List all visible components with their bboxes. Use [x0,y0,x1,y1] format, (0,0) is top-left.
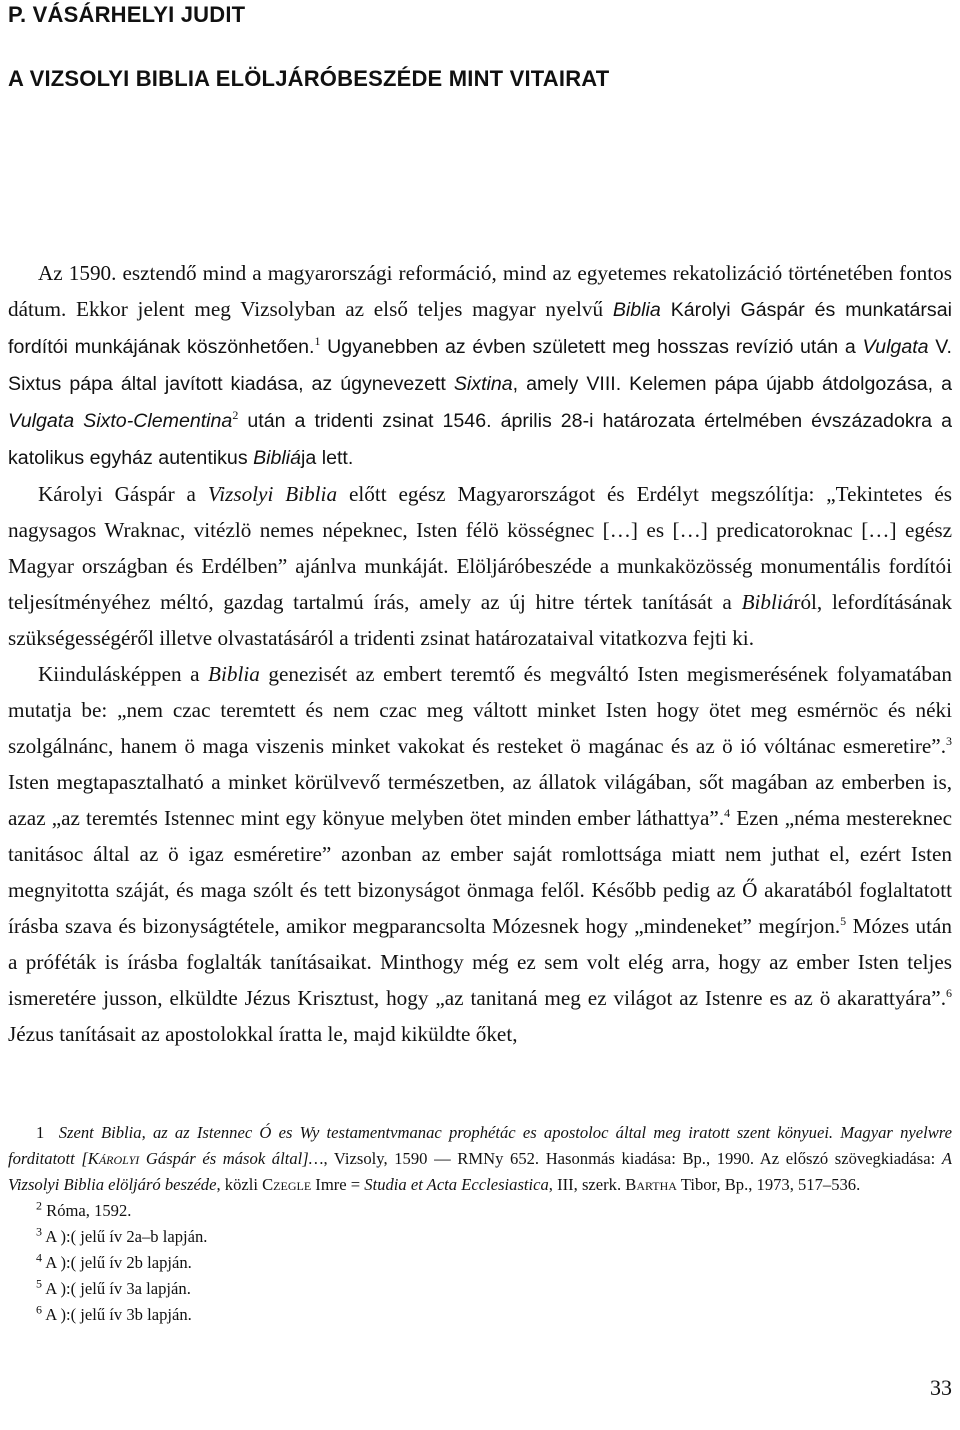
footnote-ref-2[interactable]: 2 [232,407,239,422]
footnote-ref-6[interactable]: 6 [946,985,952,1000]
footnote-number: 5 [36,1276,42,1291]
text-span: Róma, 1592. [46,1201,132,1220]
text-span: után a tridenti zsinat 1546. április 28-i határozata értelmében évszázadokra a katolikus egyház autentikus [8,410,952,469]
paragraph-3 [8,656,952,1052]
smallcaps-span: Károlyi [87,1149,140,1168]
page-number: 33 [930,1375,952,1400]
paragraph-2 [8,476,952,656]
italic-span: Sixtina [453,373,513,395]
smallcaps-span: Bartha [625,1175,677,1194]
footnote-ref-3[interactable]: 3 [946,733,952,748]
text-span: Károlyi Gáspár és munkatársai fordítói munkájának köszönhetően. [8,299,952,358]
text-span: , amely VIII. Kelemen pápa újabb átdolgozása, a [512,373,952,395]
text-span: előtt egész Magyarországot és Erdélyt megszólítja: „Tekintetes és nagysagos Wraknac, vitézlö nemes népeknec, Isten félö kösségnec […] es […] predicatoroknac […] egész Magyar országban és Erdélben” ajánlva munkáját. Elöljáróbeszéde a munkaközösség monumentális fordítói teljesítményéhez méltó, gazdag tartalmú írás, amely az új hitre tértek tanítását a [8,482,952,614]
footnote-4 [8,1250,952,1276]
article-title: A VIZSOLYI BIBLIA ELÖLJÁRÓBESZÉDE MINT VITAIRAT [8,66,610,91]
footnotes [8,1120,952,1328]
text-span: Károlyi Gáspár a [38,482,208,506]
footnote-ref-1[interactable]: 1 [314,333,321,348]
italic-span: Studia et Acta Ecclesiastica [364,1175,549,1194]
text-span: , közli [216,1175,263,1194]
text-span: Isten megtapasztalható a minket körülvevő természetben, az állatok világában, sőt magában az emberben is, azaz „az teremtés Istennec mint egy könyue melyben ötet minden ember láthattya”. [8,770,952,830]
footnote-6 [8,1302,952,1328]
italic-span: Vulgata Sixto-Clementina [8,410,233,432]
footnote-5 [8,1276,952,1302]
paragraph-1 [8,255,952,476]
author-name: P. VÁSÁRHELYI JUDIT [8,2,246,27]
footnote-2 [8,1198,952,1224]
text-span: Imre = [311,1175,365,1194]
italic-span: Vizsolyi Biblia [207,482,338,506]
footnote-number: 6 [36,1302,42,1317]
italic-span: Gáspár és mások által]… [139,1149,324,1168]
text-span: , III, szerk. [548,1175,626,1194]
footnote-number: 4 [36,1250,42,1265]
text-span: ról, lefordításának szükségességéről illetve olvastatásáról a tridenti zsinat határozataival vitatkozva fejti ki. [8,590,952,650]
smallcaps-span: Czegle [262,1175,312,1194]
text-span: V. Sixtus pápa által javított kiadása, az úgynevezett [8,336,952,395]
footnote-3 [8,1224,952,1250]
text-span: A ):( jelű ív 2b lapján. [45,1253,192,1272]
text-span: Kiindulásképpen a [38,662,209,686]
footnote-1 [8,1120,952,1198]
italic-span: Biblia [612,299,661,321]
italic-span: Szent Biblia, az az Istennec Ó es Wy testamentvmanac prophétác es apostoloc által meg iratott szent könyuei. Magyar nyelwre forditatott [ [8,1123,952,1168]
text-span: Mózes után a próféták is írásba foglalták tanításaikat. Minthogy még ez sem volt elég arra, hogy az ember Isten teljes ismeretére jusson, elküldte Jézus Krisztust, hogy „az tanitaná meg ez világot az Istenre es az ö akarattyára”. [8,914,952,1010]
text-span: Tibor, Bp., 1973, 517–536. [676,1175,861,1194]
text-span: genezisét az embert teremtő és megváltó Isten megismerésének folyamatában mutatja be: „nem czac teremtett és nem czac meg váltott minket Isten hogy ötet meg esmérnöc és néki szolgálnánc, hanem ö maga viszenis minket vakokat és resteket ö magánac és az ö ió vóltánac esmeretire”. [8,662,952,758]
footnote-number: 2 [36,1198,42,1213]
text-span: A ):( jelű ív 3b lapján. [45,1305,192,1324]
italic-span: Bibliá [741,590,794,614]
footnote-ref-4[interactable]: 4 [724,805,731,820]
footnote-number: 1 [36,1123,45,1142]
text-span: ja lett. [301,447,354,469]
body-text [8,255,952,1052]
text-span: Az 1590. esztendő mind a magyarországi reformáció, mind az egyetemes rekatolizáció történetében fontos dátum. Ekkor jelent meg Vizsolyban az első teljes magyar nyelvű [8,261,952,321]
text-span: A ):( jelű ív 3a lapján. [45,1279,191,1298]
italic-span: A Vizsolyi Biblia elöljáró beszéde [8,1149,952,1194]
italic-span: Biblia [208,662,260,686]
text-span: , Vizsoly, 1590 — RMNy 652. Hasonmás kiadása: Bp., 1990. Az előszó szövegkiadása: [323,1149,942,1168]
italic-span: Bibliá [253,447,302,469]
text-span: Jézus tanításait az apostolokkal íratta le, majd kiküldte őket, [8,1022,518,1046]
italic-span: Vulgata [862,336,929,358]
footnote-ref-5[interactable]: 5 [840,913,847,928]
text-span: A ):( jelű ív 2a–b lapján. [45,1227,208,1246]
text-span: Ezen „néma mestereknec tanitásoc által az ö igaz esméretire” azonban az ember saját romlottsága miatt nem juthat el, ezért Isten megnyitotta száját, és maga szólt és tett bizonyságot önmaga felől. Később pedig az Ő akaratából foglaltatott írásba szava és bizonyságtétele, amikor megparancsolta Mózesnek hogy „mindeneket” megírjon. [8,806,952,938]
footnote-number: 3 [36,1224,42,1239]
text-span: Ugyanebben az évben született meg hosszas revízió után a [320,336,863,358]
